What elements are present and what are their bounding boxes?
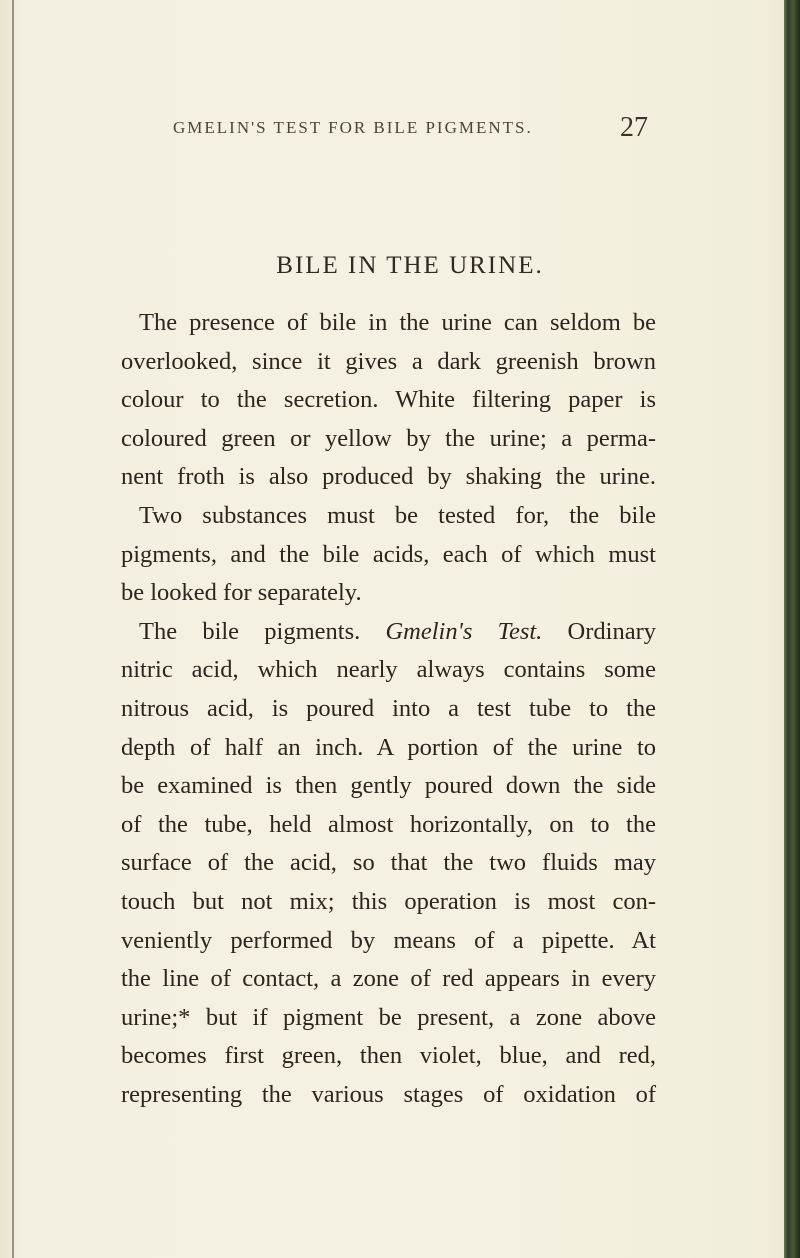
text-line: nitric acid, which nearly always contains some — [121, 656, 656, 684]
running-head — [173, 112, 648, 143]
text-line: of the tube, held almost horizontally, on to the — [121, 810, 656, 838]
text-line: be looked for separately. — [121, 579, 362, 607]
text-line-mixed — [121, 613, 656, 652]
text-line: pigments, and the bile acids, each of which must — [121, 540, 656, 568]
text-line: be examined is then gently poured down the side — [121, 772, 656, 800]
text-fragment: Ordinary — [567, 617, 656, 645]
text-line: representing the various stages of oxidation of — [121, 1080, 656, 1108]
text-line: veniently performed by means of a pipette. At — [121, 926, 656, 954]
text-fragment: The bile pigments. — [139, 617, 361, 645]
text-line: overlooked, since it gives a dark greenish brown — [121, 347, 656, 375]
text-line: the line of contact, a zone of red appears in every — [121, 965, 656, 993]
text-line: nent froth is also produced by shaking the urine. — [121, 463, 656, 491]
text-line: colour to the secretion. White filtering paper is — [121, 386, 656, 414]
body-text — [121, 304, 656, 1114]
text-line: coloured green or yellow by the urine; a perma- — [121, 424, 656, 452]
text-line: nitrous acid, is poured into a test tube to the — [121, 694, 656, 722]
page-number: 27 — [620, 112, 648, 143]
text-line: Two substances must be tested for, the bile — [139, 501, 656, 529]
page-gutter-line — [12, 0, 14, 1258]
section-heading: BILE IN THE URINE. — [276, 252, 544, 279]
text-line: surface of the acid, so that the two fluids may — [121, 849, 656, 877]
text-line: touch but not mix; this operation is most con- — [121, 887, 656, 915]
test-name-italic: Gmelin's Test. — [385, 617, 543, 645]
page-edge-binding — [784, 0, 800, 1258]
text-line: depth of half an inch. A portion of the urine to — [121, 733, 656, 761]
text-line: urine;* but if pigment be present, a zone above — [121, 1003, 656, 1031]
running-head-title: GMELIN'S TEST FOR BILE PIGMENTS. — [173, 118, 533, 137]
text-line: becomes first green, then violet, blue, and red, — [121, 1042, 656, 1070]
text-line: The presence of bile in the urine can seldom be — [139, 309, 656, 336]
